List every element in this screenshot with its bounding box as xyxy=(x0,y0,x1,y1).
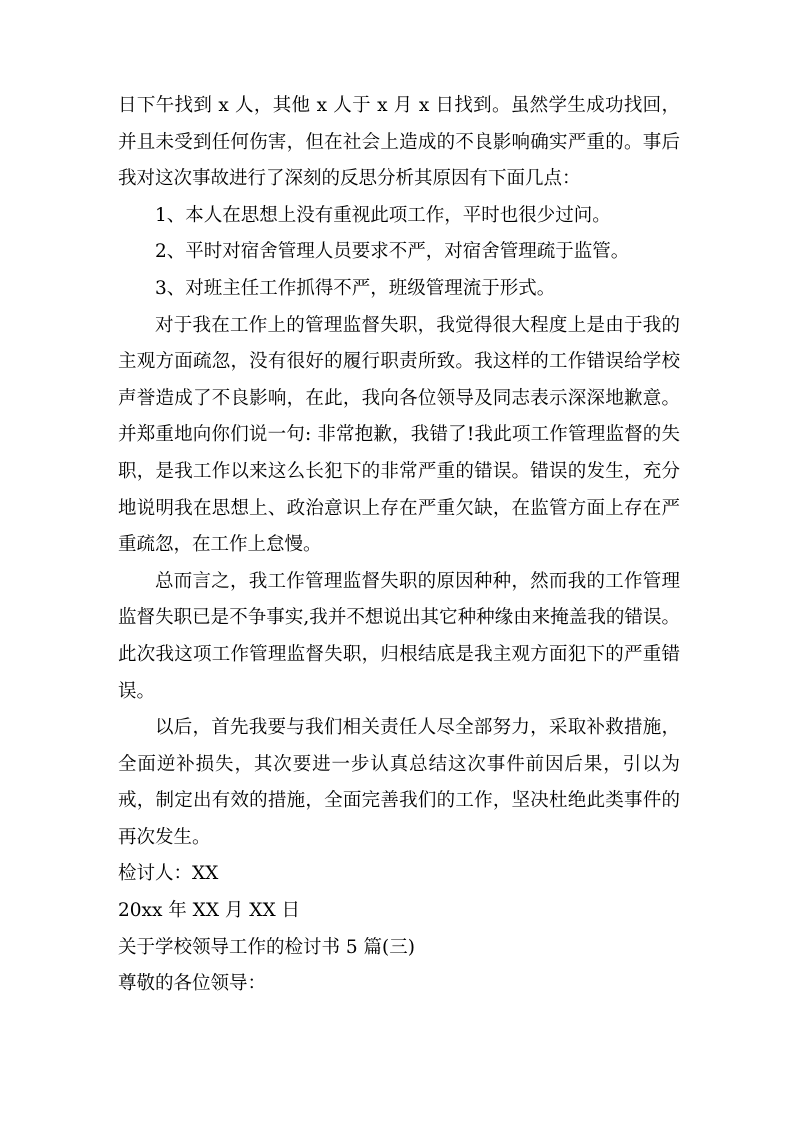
paragraph-conclusion: 总而言之，我工作管理监督失职的原因种种，然而我的工作管理监督失职已是不争事实,我并不想说出其它种种缘由来掩盖我的错误。此次我这项工作管理监督失职，归根结底是我主观方面犯下的严重错误。 xyxy=(118,570,680,702)
salutation-line: 尊敬的各位领导： xyxy=(118,973,267,995)
paragraph-reason-3: 3、对班主任工作抓得不严，班级管理流于形式。 xyxy=(155,277,556,299)
date-line: 20xx 年 XX 月 XX 日 xyxy=(118,900,300,922)
paragraph-future-actions: 以后，首先我要与我们相关责任人尽全部努力，采取补救措施，全面逆补损失，其次要进一步认真总结这次事件前因后果，引以为戒，制定出有效的措施，全面完善我们的工作，坚决杜绝此类事件的再次发生。 xyxy=(118,717,680,848)
paragraph-incident-summary: 日下午找到 x 人，其他 x 人于 x 月 x 日找到。虽然学生成功找回，并且未受到任何伤害，但在社会上造成的不良影响确实严重的。事后我对这次事故进行了深刻的反思分析其原因有下面几点： xyxy=(118,95,680,190)
document-body xyxy=(118,88,680,1003)
next-document-title: 关于学校领导工作的检讨书 5 篇(三) xyxy=(118,936,415,958)
paragraph-reason-1: 1、本人在思想上没有重视此项工作，平时也很少过问。 xyxy=(155,204,611,226)
paragraph-apology: 对于我在工作上的管理监督失职，我觉得很大程度上是由于我的主观方面疏忽，没有很好的履行职责所致。我这样的工作错误给学校声誉造成了不良影响，在此，我向各位领导及同志表示深深地歉意。并郑重地向你们说一句: 非常抱歉，我错了!我此项工作管理监督的失职，是我工作以来这么长犯下的非常严重的错误。错误的发生，充分地说明我在思想上、政治意识上存在严重欠缺，在监管方面上存在严重疏忽，在工作上怠慢。 xyxy=(118,314,680,556)
signer-line: 检讨人：XX xyxy=(118,863,219,885)
paragraph-reason-2: 2、平时对宿舍管理人员要求不严，对宿舍管理疏于监管。 xyxy=(155,241,630,263)
